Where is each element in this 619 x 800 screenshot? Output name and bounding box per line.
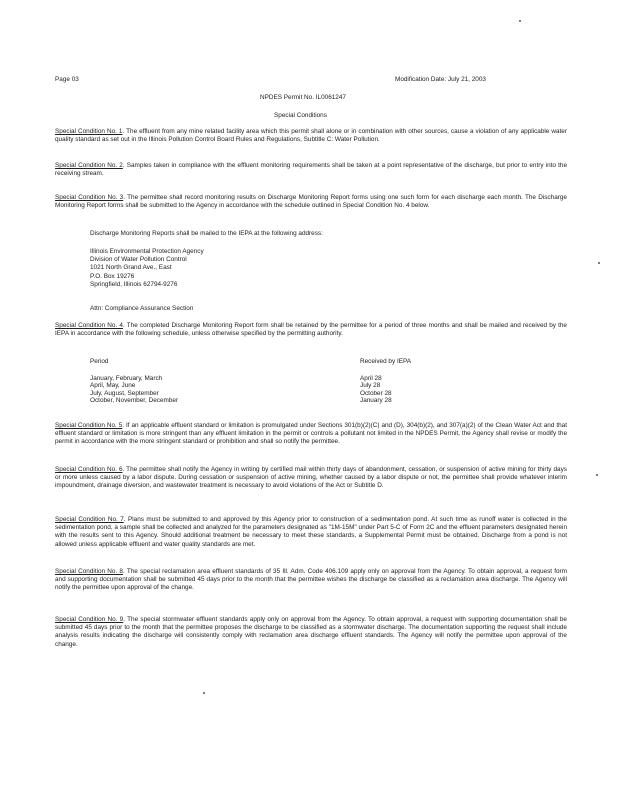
special-condition-6 [55,466,567,491]
condition-label: Special Condition No. 7 [55,516,124,523]
special-condition-2 [55,162,567,178]
condition-label: Special Condition No. 1 [55,128,123,135]
special-condition-8 [55,568,567,593]
condition-label: Special Condition No. 2 [55,162,123,169]
received-cell: April 28 [360,374,382,382]
dmr-mailing-note: Discharge Monitoring Reports shall be mailed to the IEPA at the following address: [90,230,323,237]
period-cell: April, May, June [90,382,136,390]
condition-text: . The special stormwater effluent standards apply only on approval from the Agency. To obtain approval, a request with supporting documentation shall be submitted 45 days prior to the month that the permittee proposes the discharge to be classified as a stormwater discharge. The documentation supporting the request shall include analysis results indicating the discharge will consistently comply with reclamation area discharge effluent standards. The Agency will notify the permittee upon approval of the change. [55,616,567,648]
mailing-address [90,248,204,289]
received-cell: January 28 [360,397,392,405]
period-cell: July, August, September [90,389,159,397]
condition-text: . The permittee shall notify the Agency in writing by certified mail within thirty days of abandonment, cessation, or suspension of active mining for thirty days or more unless caused by a labor dispute. During cessation or suspension of active mining, whether caused by a labor dispute or not, the permittee shall provide whatever interim impoundment, drainage diversion, and wastewater treatment is necessary to avoid violations of the Act or Subtitle D. [55,466,567,490]
special-condition-7 [55,516,567,549]
address-line: Illinois Environmental Protection Agency [90,248,204,255]
column-header-period: Period [90,358,109,365]
table-header-row [90,358,510,366]
address-line: Springfield, Illinois 62794-9276 [90,280,178,288]
scan-speck [596,474,598,476]
condition-text: . The special reclamation area effluent standards of 35 Ill. Adm. Code 406.109 apply only on approval from the Agency. To obtain approval, a request form and supporting documentation shall be submitted 45 days prior to the month that the permittee wishes the discharge be classified as a reclamation area discharge. The Agency will notify the permittee upon approval of the change. [55,568,567,592]
permit-title: NPDES Permit No. IL0061247 [260,94,346,101]
condition-label: Special Condition No. 8 [55,568,123,575]
period-cell: October, November, December [90,397,179,405]
table-row [90,382,510,390]
period-cell: January, February, March [90,374,163,382]
reporting-schedule-table [90,358,510,405]
scan-speck [519,20,521,22]
attention-line: Attn: Compliance Assurance Section [90,305,194,312]
special-condition-9 [55,616,567,649]
scan-speck [598,262,600,264]
condition-label: Special Condition No. 5 [55,422,123,429]
condition-text: . If an applicable effluent standard or limitation is promulgated under Sections 301(b)(2)(C) and (D), 304(b)(2), and 307(a)(2) of the Clean Water Act and that effluent standard or limitation is more stringent than any effluent limitation in the permit or controls a pollutant not limited in the NPDES Permit, the Agency shall revise or modify the permit in accordance with the more stringent standard or prohibition and shall so notify the permittee. [55,422,567,446]
special-condition-3 [55,194,567,210]
condition-text: . The permittee shall record monitoring results on Discharge Monitoring Report forms using one such form for each discharge each month. The Discharge Monitoring Report forms shall be submitted to the Agency in accordance with the schedule outlined in Special Condition No. 4 below. [55,194,567,210]
page-number: Page 03 [55,76,79,83]
condition-text: . Samples taken in compliance with the effluent monitoring requirements shall be taken at a point representative of the discharge, but prior to entry into the receiving stream. [55,162,567,178]
received-cell: October 28 [360,389,392,397]
condition-label: Special Condition No. 3 [55,194,124,201]
received-cell: July 28 [360,382,381,390]
section-title: Special Conditions [274,112,327,119]
condition-text: . The completed Discharge Monitoring Report form shall be retained by the permittee for a period of three months and shall be mailed and received by the IEPA in accordance with the following schedule, unless otherwise specified by the permitting authority. [55,322,567,338]
address-line: Division of Water Pollution Control [90,256,187,264]
table-row [90,375,510,383]
address-line: 1021 North Grand Ave., East [90,264,172,272]
condition-text: . Plans must be submitted to and approved by this Agency prior to construction of a sedimentation pond. At such time as runoff water is collected in the sedimentation pond, a sample shall be collected and analyzed for the parameters designated as "1M-15M" under Part 5-C of Form 2C and the effluent parameters designated herein with the results sent to this Agency. Should additional treatment be necessary to meet these standards, a Supplemental Permit must be obtained. Discharge from a pond is not allowed unless applicable effluent and water quality standards are met. [55,516,567,548]
condition-label: Special Condition No. 4 [55,322,123,329]
modification-date: Modification Date: July 21, 2003 [395,76,486,83]
condition-text: . The effluent from any mine related facility area which this permit shall alone or in combination with other sources, cause a violation of any applicable water quality standard as set out in the Illinois Pollution Control Board Rules and Regulations, Subtitle C: Water Pollution. [55,128,567,144]
scan-speck [203,692,205,694]
condition-label: Special Condition No. 9 [55,616,124,623]
special-condition-5 [55,422,567,447]
column-header-received: Received by IEPA [360,358,412,365]
special-condition-1 [55,128,567,144]
special-condition-4 [55,322,567,338]
table-row [90,390,510,398]
table-row [90,397,510,405]
address-line: P.O. Box 19276 [90,272,135,280]
condition-label: Special Condition No. 6 [55,466,123,473]
